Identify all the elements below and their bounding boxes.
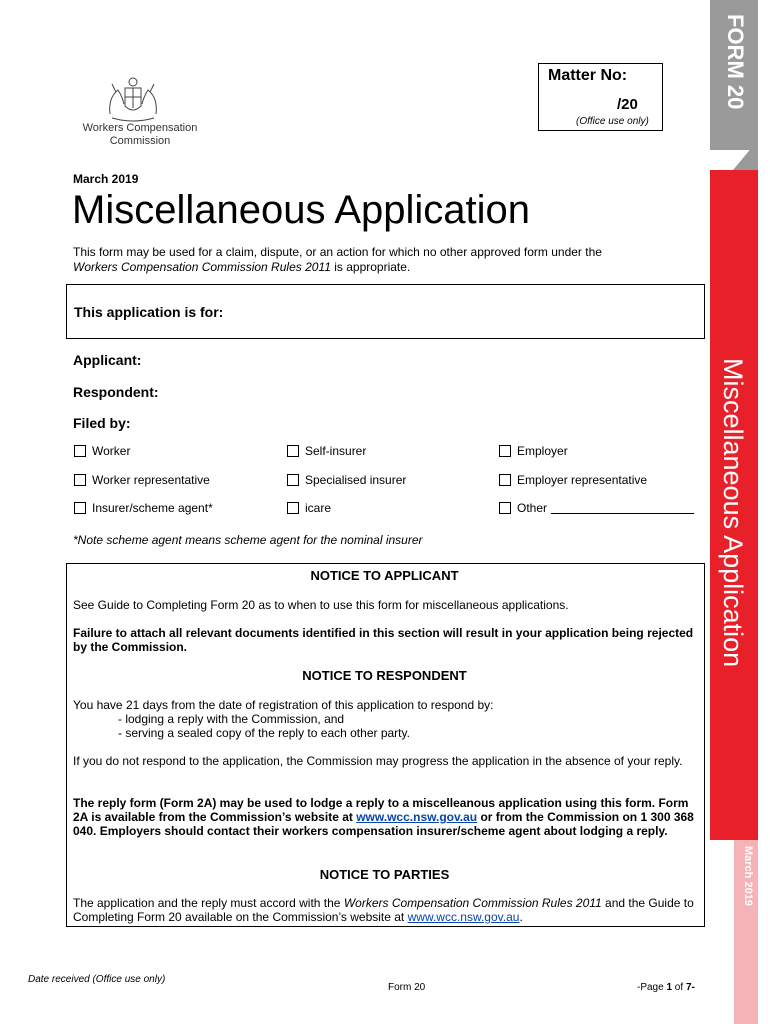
checkbox-box[interactable]	[287, 445, 299, 457]
scheme-agent-footnote: *Note scheme agent means scheme agent for the nominal insurer	[73, 533, 423, 547]
checkbox-specialised-insurer[interactable]	[287, 473, 406, 487]
intro-text	[73, 245, 693, 275]
checkbox-worker[interactable]	[74, 444, 130, 458]
intro-rules: Workers Compensation Commission Rules 2011	[73, 260, 331, 274]
side-date: March 2019	[742, 846, 754, 906]
checkbox-label: Worker representative	[92, 473, 210, 487]
intro-main: This form may be used for a claim, dispute, or an action for which no other approved form under the	[73, 245, 602, 259]
checkbox-label: Self-insurer	[305, 444, 367, 458]
form-date: March 2019	[73, 172, 139, 186]
checkbox-icare[interactable]	[287, 501, 331, 515]
parties-text-a: The application and the reply must accord with the	[73, 896, 344, 910]
reply-form-text-a: The reply form (Form 2A) may be used to lodge a reply to a miscelleanous application using this form. Form 2A is available from the Commission’s website at	[73, 796, 689, 824]
parties-rules: Workers Compensation Commission Rules 2011	[343, 896, 602, 910]
checkbox-self-insurer[interactable]	[287, 444, 366, 458]
date-tab	[734, 840, 758, 1024]
notice-respondent-heading: NOTICE TO RESPONDENT	[302, 668, 467, 683]
checkbox-label: Other	[517, 501, 548, 515]
matter-number-label: Matter No:	[548, 67, 628, 84]
form-number-tab	[710, 0, 758, 150]
parties-text-b: and the Guide to Completing Form 20 available on the Commission’s website at	[73, 896, 694, 924]
checkbox-label: Employer representative	[517, 473, 648, 487]
checkbox-other[interactable]	[499, 501, 694, 515]
page-mid: of	[672, 982, 686, 993]
checkbox-employer[interactable]	[499, 444, 568, 458]
notice-respondent-text	[73, 698, 698, 740]
organisation-name	[80, 122, 200, 148]
checkbox-label: Worker	[92, 444, 131, 458]
footer-form-name: Form 20	[388, 982, 426, 993]
respondent-no-response-text: If you do not respond to the application, the Commission may progress the application in the absence of your reply.	[73, 754, 683, 768]
application-for-label: This application is for:	[74, 304, 224, 320]
checkbox-insurer-scheme-agent[interactable]	[74, 501, 213, 515]
checkbox-box[interactable]	[287, 502, 299, 514]
notice-applicant-heading: NOTICE TO APPLICANT	[310, 568, 459, 583]
checkbox-box[interactable]	[499, 445, 511, 457]
checkbox-label: Specialised insurer	[305, 473, 407, 487]
title-tab	[710, 170, 758, 840]
notice-parties-heading: NOTICE TO PARTIES	[319, 867, 450, 882]
checkbox-box[interactable]	[74, 445, 86, 457]
checkbox-label: Insurer/scheme agent*	[92, 501, 213, 515]
parties-text-c: .	[519, 910, 523, 924]
applicant-label: Applicant:	[73, 352, 142, 368]
coat-of-arms-logo	[98, 74, 168, 126]
notice-applicant-text: See Guide to Completing Form 20 as to when to use this form for miscellaneous applications.	[73, 598, 569, 612]
checkbox-box[interactable]	[74, 502, 86, 514]
checkbox-box[interactable]	[499, 502, 511, 514]
org-line-1: Workers Compensation	[82, 122, 198, 134]
checkbox-label: Employer	[517, 444, 568, 458]
org-line-2: Commission	[109, 135, 171, 147]
date-received-label: Date received (Office use only)	[28, 974, 166, 985]
respondent-bullet-2: - serving a sealed copy of the reply to each other party.	[118, 726, 410, 740]
other-text-field[interactable]	[551, 503, 694, 514]
side-title: Miscellaneous Application	[718, 358, 748, 668]
matter-number-year: /20	[617, 96, 638, 113]
page-current: 1	[666, 982, 673, 993]
page-title: Miscellaneous Application	[72, 188, 531, 232]
checkbox-box[interactable]	[499, 474, 511, 486]
respondent-intro: You have 21 days from the date of registration of this application to respond by:	[73, 698, 494, 712]
respondent-label: Respondent:	[73, 384, 159, 400]
reply-form-text-b: or from the Commission on 1 300 368 040. Employers should contact their workers compensation insurer/scheme agent about lodging a reply.	[73, 810, 694, 838]
reply-form-text	[73, 796, 698, 838]
checkbox-label: icare	[305, 501, 332, 515]
page-prefix: -Page	[637, 982, 667, 993]
respondent-bullet-1: - lodging a reply with the Commission, and	[118, 712, 345, 726]
wcc-website-link[interactable]: www.wcc.nsw.gov.au	[356, 810, 478, 824]
notice-applicant-warning: Failure to attach all relevant documents identified in this section will result in your application being rejected by the Commission.	[73, 626, 694, 654]
intro-end: is appropriate.	[330, 260, 411, 274]
wcc-website-link-2[interactable]: www.wcc.nsw.gov.au	[407, 910, 520, 924]
checkbox-box[interactable]	[287, 474, 299, 486]
checkbox-box[interactable]	[74, 474, 86, 486]
filed-by-label: Filed by:	[73, 415, 131, 431]
form-number-label: FORM 20	[723, 14, 748, 110]
checkbox-employer-representative[interactable]	[499, 473, 647, 487]
checkbox-worker-representative[interactable]	[74, 473, 210, 487]
page-total: 7-	[685, 982, 695, 993]
matter-office-note: (Office use only)	[576, 116, 649, 127]
page-number	[637, 982, 695, 993]
notice-parties-text	[73, 896, 698, 924]
